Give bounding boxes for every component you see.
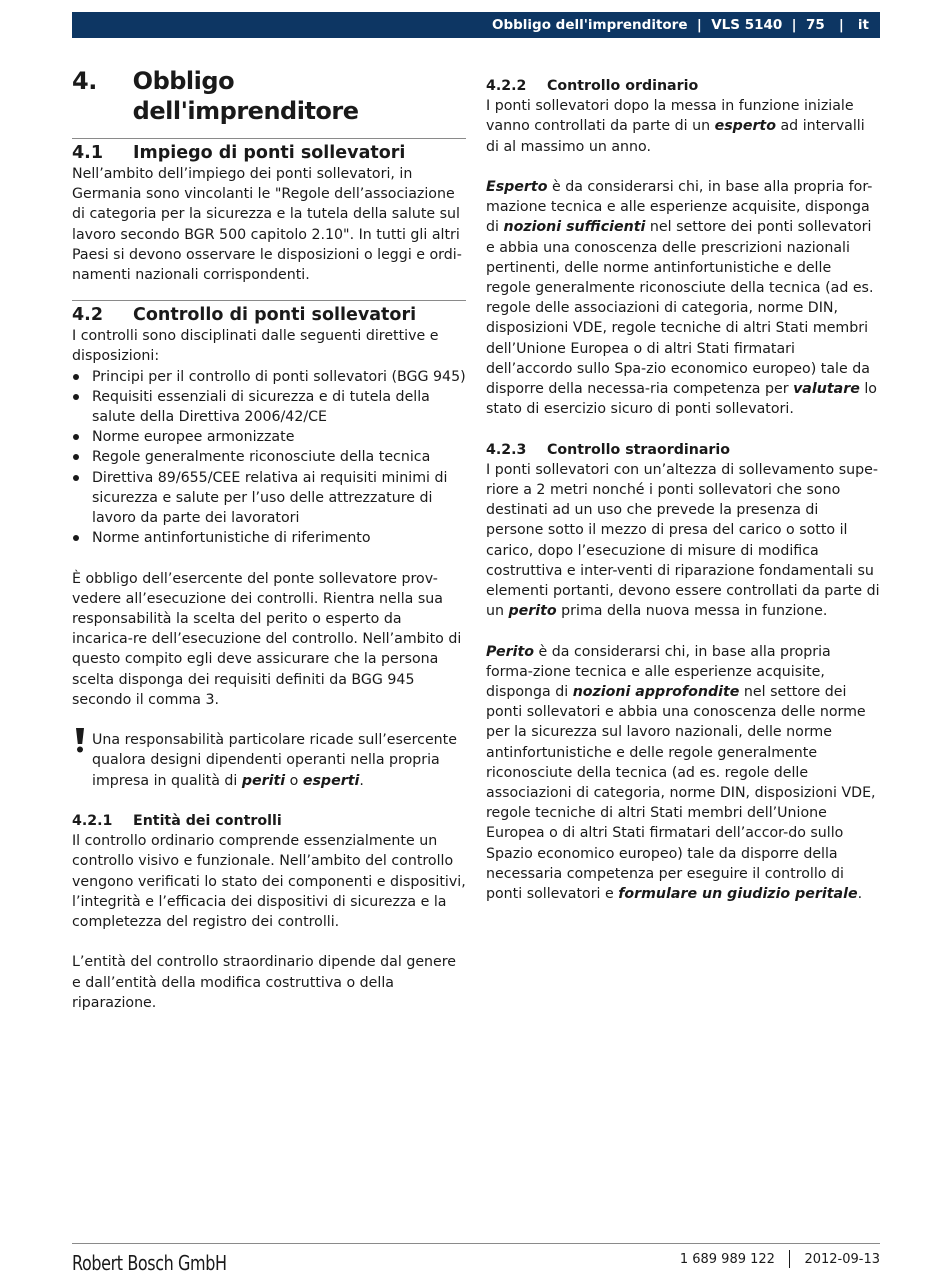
footer-divider	[72, 1243, 880, 1244]
bullet-icon	[73, 434, 79, 440]
section-4-2-2-para-2	[486, 177, 880, 419]
footer-separator	[789, 1250, 791, 1268]
text-part: nel settore dei ponti sollevatori e abbia una conoscenza delle norme per la sicurezza sul lavoro nazionali, delle norme antinfortunistiche e delle regole generalmente riconosciute della tecnica (ad es. regole delle associazioni di categoria, norme DIN, disposizioni VDE, regole tecniche di altri Stati membri dell’Unione Europea o di altri Stati firmatari dell’accor-do sullo Spazio economico europeo) tale da disporre della necessaria competenza per eseguire il controllo di ponti sollevatori e	[486, 684, 876, 903]
chapter-heading	[72, 66, 466, 126]
section-title: Entità dei controlli	[133, 813, 282, 830]
text-part: è da considerarsi chi, in base alla propria forma-zione tecnica e alle esperienze acquisite, disponga di	[486, 643, 831, 701]
section-number: 4.1	[72, 143, 104, 163]
section-4-2-heading	[72, 305, 466, 326]
header-title: Obbligo dell'imprenditore | VLS 5140 | 75 | it	[491, 17, 869, 33]
list-item	[72, 427, 466, 447]
text-part: prima della nuova messa in funzione.	[556, 603, 828, 620]
right-column	[486, 76, 880, 904]
text-part: I ponti sollevatori con un’altezza di sollevamento supe-riore a 2 metri nonché i ponti sollevatori che sono destinati ad un uso che prevede la presenza di persone sotto il mezzo di presa del carico o sotto il carico, dopo l’esecuzione di misure di modifica costruttiva e inter-venti di riparazione fondamentali su elementi portanti, devono essere controllati da parte di un	[486, 461, 880, 620]
note-text-part: Una responsabilità particolare ricade sull’esercente qualora designi dipendenti operanti nella propria impresa in qualità di	[92, 732, 457, 789]
chapter-number: 4.	[72, 67, 97, 95]
section-4-2-1-heading	[72, 811, 466, 831]
section-title: Impiego di ponti sollevatori	[133, 143, 406, 163]
emphasis: nozioni sufficienti	[503, 219, 646, 236]
section-divider	[72, 300, 466, 301]
list-item	[72, 387, 466, 427]
section-number: 4.2.2	[486, 78, 527, 94]
footer-meta	[680, 1250, 880, 1268]
section-4-2-2-heading	[486, 76, 880, 96]
chapter-title: Obbligo dell'imprenditore	[132, 67, 359, 125]
list-item	[72, 468, 466, 529]
emphasis: nozioni approfondite	[572, 684, 740, 701]
list-item-text: Norme europee armonizzate	[92, 429, 295, 446]
section-title: Controllo di ponti sollevatori	[133, 305, 417, 326]
list-item-text: Regole generalmente riconosciute della tecnica	[92, 449, 431, 466]
list-item	[72, 367, 466, 387]
list-item	[72, 447, 466, 467]
bullet-icon	[73, 454, 79, 460]
text-part: I ponti sollevatori dopo la messa in funzione iniziale vanno controllati da parte di un	[486, 98, 854, 135]
note-emphasis: esperti	[302, 772, 360, 789]
section-title: Controllo ordinario	[547, 78, 699, 94]
section-4-2-3-para-1	[486, 460, 880, 622]
list-item-text: Principi per il controllo di ponti sollevatori (BGG 945)	[92, 368, 466, 385]
section-4-2-intro: I controlli sono disciplinati dalle seguenti direttive e disposizioni:	[72, 328, 439, 365]
bullet-icon	[73, 374, 79, 380]
note-text-part: o	[285, 772, 303, 789]
note-text-part: .	[359, 772, 364, 789]
text-part: .	[857, 886, 863, 903]
bullet-icon	[73, 475, 79, 481]
section-title: Controllo straordinario	[547, 441, 731, 458]
emphasis: perito	[508, 603, 557, 620]
document-number: 1 689 989 122	[679, 1251, 775, 1267]
section-4-2-1-body-2: L’entità del controllo straordinario dipende dal genere e dall’entità della modifica costruttiva o della riparazione.	[72, 954, 457, 1011]
bullet-icon	[73, 394, 79, 400]
emphasis: formulare un giudizio peritale	[618, 886, 858, 903]
section-number: 4.2	[72, 305, 104, 326]
left-column	[72, 62, 466, 1013]
section-4-2-body: È obbligo dell’esercente del ponte sollevatore prov-vedere all’esecuzione dei controlli. Rientra nella sua responsabilità la scelta del perito o esperto da incarica-re dell’esecuzione del controllo. Nell’ambito di questo compito egli deve assicurare che la persona scelta disponga dei requisiti definiti da BGG 945 secondo il comma 3.	[72, 570, 462, 708]
company-logo: Robert Bosch GmbH	[72, 1251, 227, 1275]
regulations-list	[72, 367, 466, 549]
document-date: 2012-09-13	[804, 1251, 880, 1267]
text-part: nel settore dei ponti sollevatori e abbia una conoscenza delle prescrizioni nazionali pertinenti, delle norme antinfortunistiche e delle regole generalmente riconosciute della tecnica (ad es. regole delle associazioni di categoria, norme DIN, disposizioni VDE, regole tecniche di altri Stati membri dell’Unione Europea o di altri Stati firmatari dell’accordo sullo Spa-zio economico europeo) tale da disporre della necessa-ria competenza per	[486, 219, 874, 398]
emphasis: valutare	[793, 381, 860, 398]
exclamation-icon	[74, 727, 86, 753]
emphasis: esperto	[714, 118, 776, 135]
list-item-text: Direttiva 89/655/CEE relativa ai requisiti minimi di sicurezza e salute per l’uso delle attrezzature di lavoro da parte dei lavoratori	[92, 469, 448, 527]
section-number: 4.2.1	[72, 813, 113, 830]
section-divider	[72, 138, 466, 139]
section-4-2-3-heading	[486, 440, 880, 460]
page-header-bar	[72, 12, 880, 38]
list-item-text: Norme antinfortunistiche di riferimento	[92, 530, 371, 547]
text-part: lo stato di esercizio sicuro di ponti sollevatori.	[486, 381, 877, 418]
emphasis: Esperto	[486, 179, 548, 195]
note-emphasis: periti	[241, 772, 286, 789]
section-4-1-heading	[72, 143, 466, 164]
section-4-1-body: Nell’ambito dell’impiego dei ponti sollevatori, in Germania sono vincolanti le "Regole dell’associazione di categoria per la sicurezza e la tutela della salute sul lavoro secondo BGR 500 capitolo 2.10". In tutti gli altri Paesi si devono osservare le disposizioni o leggi e ordi-namenti nazionali corrispondenti.	[72, 166, 462, 284]
bullet-icon	[73, 535, 79, 541]
section-4-2-1-body-1: Il controllo ordinario comprende essenzialmente un controllo visivo e funzionale. Nell’ambito del controllo vengono verificati lo stato dei componenti e dispositivi, l’integrità e l’efficacia dei dispositivi di sicurezza e la completezza del registro dei controlli.	[72, 833, 466, 931]
section-number: 4.2.3	[486, 441, 527, 458]
text-part: ad intervalli di al massimo un anno.	[486, 118, 865, 155]
emphasis: Perito	[486, 643, 535, 660]
list-item-text: Requisiti essenziali di sicurezza e di tutela della salute della Direttiva 2006/42/CE	[92, 388, 430, 426]
section-4-2-2-para-1	[486, 96, 880, 157]
text-part: è da considerarsi chi, in base alla propria for-mazione tecnica e alle esperienze acquisite, disponga di	[486, 179, 873, 236]
list-item	[72, 528, 466, 548]
warning-note	[72, 730, 466, 791]
warning-note-text	[92, 730, 466, 791]
section-4-2-3-para-2	[486, 642, 880, 905]
